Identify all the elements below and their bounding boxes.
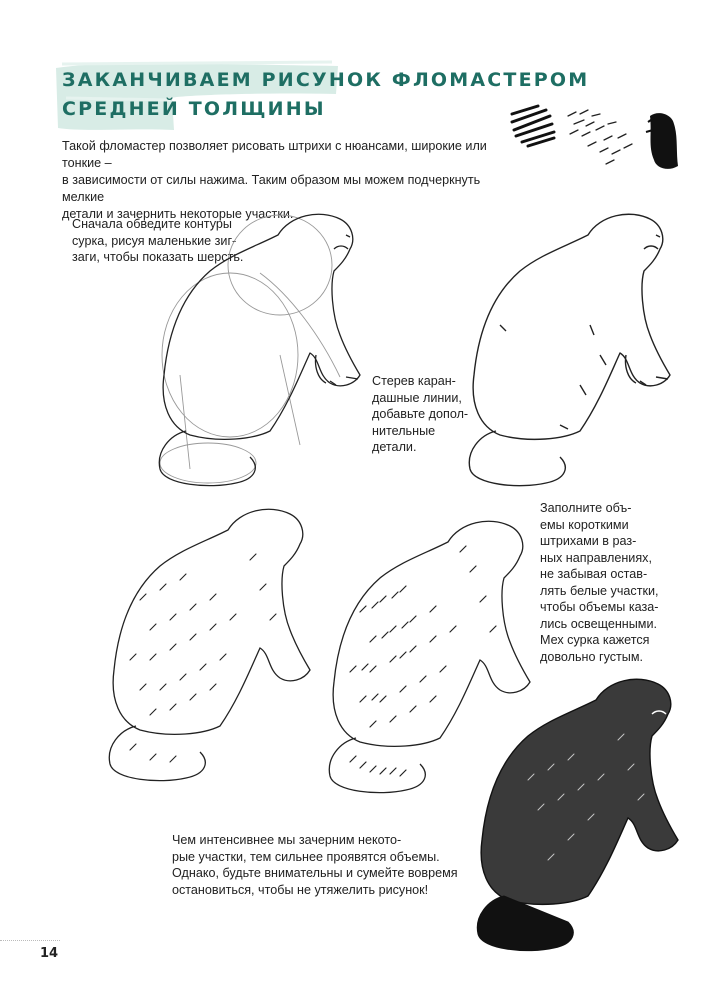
caption-step-1-line: Сначала обведите контуры	[72, 217, 232, 231]
caption-step-4-line: остановиться, чтобы не утяжелить рисунок!	[172, 882, 429, 897]
title-line-1: ЗАКАНЧИВАЕМ РИСУНОК ФЛОМАСТЕРОМ	[62, 69, 590, 91]
caption-step-3-line: лять белые участки,	[540, 583, 659, 598]
page-number: 14	[40, 946, 59, 961]
caption-step-2-line: детали.	[372, 440, 417, 454]
marmot-drawing-step-1	[150, 205, 370, 490]
caption-step-1-line: заги, чтобы показать шерсть.	[72, 250, 244, 264]
marmot-drawing-step-3a	[100, 500, 320, 790]
caption-step-3-line: Мех сурка кажется	[540, 633, 650, 647]
caption-step-4-line: Однако, будьте внимательны и сумейте вовремя	[172, 866, 458, 880]
caption-step-2	[372, 373, 468, 456]
marmot-drawing-step-2	[460, 205, 680, 490]
caption-step-3-line: лись освещенными.	[540, 616, 657, 631]
caption-step-2-line: добавьте допол-	[372, 407, 469, 421]
caption-step-3-line: емы короткими	[540, 517, 629, 532]
caption-step-4-line: рые участки, тем сильнее проявятся объемы.	[172, 849, 440, 864]
caption-step-4-line: Чем интенсивнее мы зачерним некото-	[172, 833, 402, 847]
caption-step-3-line: Заполните объ-	[540, 501, 632, 515]
caption-step-3-line: чтобы объемы каза-	[540, 600, 659, 614]
intro-line-1: Такой фломастер позволяет рисовать штрихи с нюансами, широкие или тонкие –	[62, 139, 487, 170]
caption-step-3-line: довольно густым.	[540, 649, 644, 664]
stroke-samples-illustration	[508, 102, 688, 182]
page-number-rule	[0, 940, 60, 942]
intro-line-2: в зависимости от силы нажима. Таким образом мы можем подчеркнуть мелкие	[62, 173, 481, 204]
caption-step-2-line: нительные	[372, 423, 436, 438]
caption-step-3-line: не забывая остав-	[540, 567, 648, 581]
caption-step-3	[540, 500, 659, 665]
caption-step-3-line: штрихами в раз-	[540, 534, 637, 548]
caption-step-2-line: Стерев каран-	[372, 374, 456, 388]
caption-step-3-line: ных направлениях,	[540, 550, 652, 565]
title-line-2: СРЕДНЕЙ ТОЛЩИНЫ	[62, 98, 326, 120]
marmot-drawing-step-4	[468, 670, 688, 955]
caption-step-2-line: дашные линии,	[372, 390, 462, 405]
caption-step-4	[172, 832, 458, 898]
intro-line-3: детали и зачернить некоторые участки.	[62, 207, 294, 221]
caption-step-1-line: сурка, рисуя маленькие зиг-	[72, 233, 237, 248]
